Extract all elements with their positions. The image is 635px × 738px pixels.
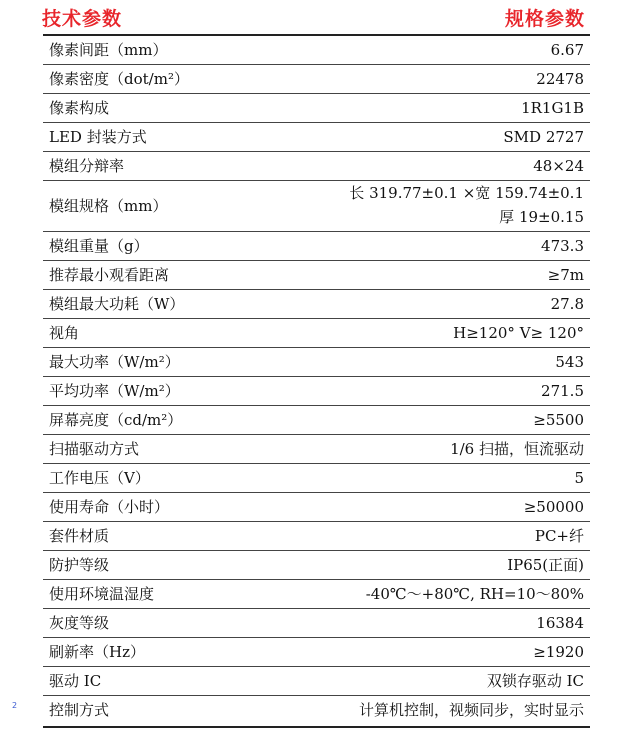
row-label: 扫描驱动方式	[49, 440, 140, 458]
row-label: 灰度等级	[49, 614, 110, 632]
table-row	[43, 522, 590, 551]
table-row	[43, 696, 590, 726]
row-label: 推荐最小观看距离	[49, 266, 170, 284]
table-row	[43, 65, 590, 94]
row-value: 27.8	[550, 295, 584, 313]
row-label: 防护等级	[49, 556, 110, 574]
spec-table	[43, 34, 590, 728]
row-label: 套件材质	[49, 527, 110, 545]
row-value: PC+纤	[534, 527, 584, 545]
table-row	[43, 261, 590, 290]
table-row	[43, 551, 590, 580]
table-row	[43, 638, 590, 667]
row-label: 使用环境温湿度	[49, 585, 155, 603]
table-row	[43, 123, 590, 152]
table-row	[43, 406, 590, 435]
row-label: 模组规格（mm）	[49, 197, 168, 215]
row-value: IP65(正面)	[507, 556, 584, 574]
row-value: 1/6 扫描，恒流驱动	[450, 440, 584, 458]
row-value: 5	[574, 469, 584, 487]
table-row	[43, 435, 590, 464]
row-label: 像素构成	[49, 99, 110, 117]
table-row	[43, 290, 590, 319]
table-row	[43, 152, 590, 181]
row-value: 计算机控制，视频同步，实时显示	[358, 701, 584, 719]
row-value: 48×24	[533, 157, 584, 175]
table-row	[43, 181, 590, 232]
row-label: 工作电压（V）	[49, 469, 150, 487]
row-value: 6.67	[550, 41, 584, 59]
margin-mark: 2	[12, 701, 18, 710]
row-label: 视角	[49, 324, 80, 342]
row-value: 543	[555, 353, 584, 371]
row-value: H≥120° V≥ 120°	[453, 324, 584, 342]
row-value: ≥7m	[547, 266, 584, 284]
row-value: SMD 2727	[503, 128, 584, 146]
table-row	[43, 377, 590, 406]
row-value: 22478	[536, 70, 584, 88]
row-label: 控制方式	[49, 701, 110, 719]
table-header	[0, 0, 635, 34]
table-row	[43, 319, 590, 348]
table-row	[43, 232, 590, 261]
table-row	[43, 580, 590, 609]
table-row	[43, 667, 590, 696]
row-label: 模组重量（g）	[49, 237, 149, 255]
row-value-secondary: 厚 19±0.15	[499, 208, 584, 226]
row-value: -40℃～+80℃, RH=10～80%	[365, 585, 584, 603]
row-label: 像素间距（mm）	[49, 41, 168, 59]
row-value: 271.5	[541, 382, 584, 400]
row-value: 16384	[536, 614, 584, 632]
row-value: 1R1G1B	[521, 99, 584, 117]
header-tech-params: 技术参数	[42, 8, 123, 30]
table-row	[43, 36, 590, 65]
row-value: ≥1920	[533, 643, 584, 661]
row-label: 最大功率（W/m²）	[49, 353, 180, 371]
table-row	[43, 609, 590, 638]
header-spec-params: 规格参数	[504, 8, 585, 30]
row-value: ≥5500	[533, 411, 584, 429]
table-row	[43, 493, 590, 522]
table-row	[43, 464, 590, 493]
table-row	[43, 348, 590, 377]
row-label: 模组最大功耗（W）	[49, 295, 185, 313]
row-value: ≥50000	[523, 498, 584, 516]
row-label: LED 封装方式	[49, 128, 147, 146]
table-row	[43, 94, 590, 123]
row-value: 双锁存驱动 IC	[486, 672, 584, 690]
row-label: 驱动 IC	[49, 672, 102, 690]
row-label: 模组分辩率	[49, 157, 125, 175]
row-label: 平均功率（W/m²）	[49, 382, 180, 400]
row-value: 长 319.77±0.1 ×宽 159.74±0.1	[349, 184, 584, 202]
row-label: 屏幕亮度（cd/m²）	[49, 411, 183, 429]
row-label: 使用寿命（小时）	[49, 498, 170, 516]
row-label: 像素密度（dot/m²）	[49, 70, 189, 88]
row-label: 刷新率（Hz）	[49, 643, 145, 661]
row-value: 473.3	[541, 237, 584, 255]
